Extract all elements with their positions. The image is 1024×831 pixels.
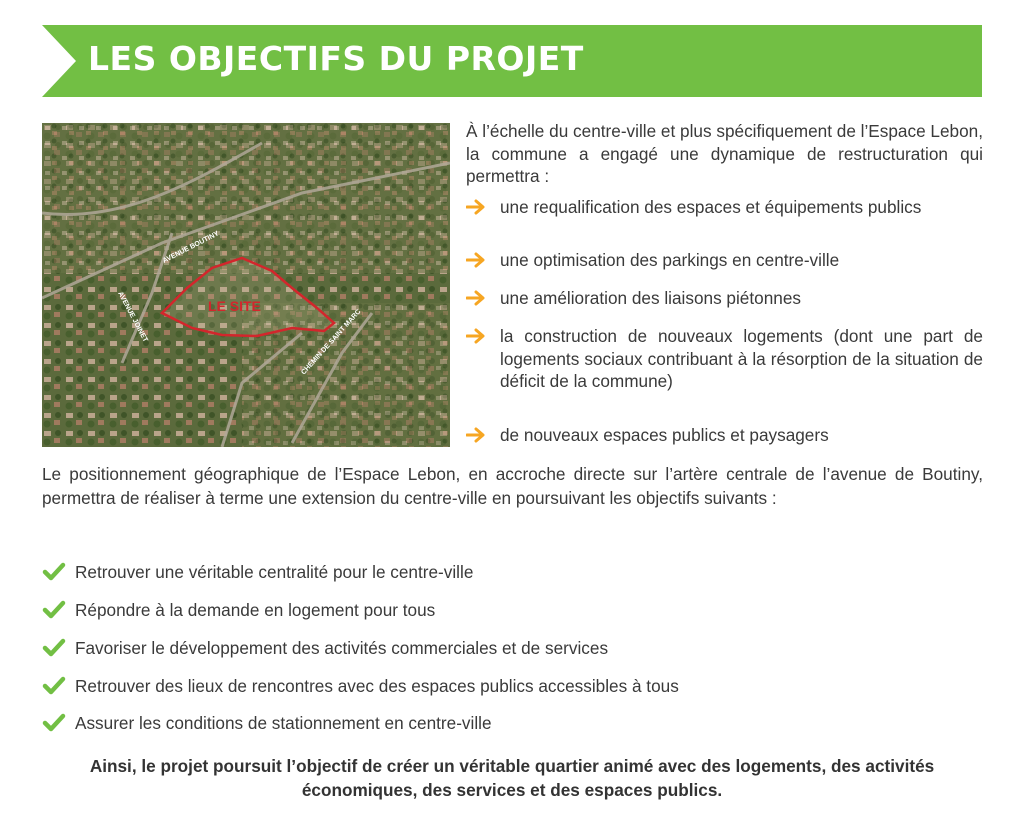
intro-text: À l’échelle du centre-ville et plus spécifiquement de l’Espace Lebon, la commune a engagé une dynamique de restructuration qui permettra : [466,121,983,186]
aerial-site-photo [42,123,450,447]
objective-item [42,636,982,662]
checkmark-icon [42,562,66,582]
road-label-avenue-joinet: AVENUE JOINET [116,290,149,344]
checkmark-icon [42,676,66,696]
list-item-text: une requalification des espaces et équipements publics [500,197,922,217]
list-item [466,287,983,310]
objective-text: Favoriser le développement des activités commerciales et de services [75,638,609,658]
arrow-right-icon [466,290,486,306]
list-item-text: de nouveaux espaces publics et paysagers [500,425,829,445]
positioning-paragraph: Le positionnement géographique de l’Espace Lebon, en accroche directe sur l’artère centrale de l’avenue de Boutiny, permettra de réaliser à terme une extension du centre-ville en poursuivant les objectifs suivants : [42,464,983,508]
list-item-text: la construction de nouveaux logements (dont une part de logements sociaux contribuant à la résorption de la situation de déficit de la commune) [500,326,983,391]
conclusion-text: Ainsi, le projet poursuit l’objectif de créer un véritable quartier animé avec des logements, des activités économiques, des services et des espaces publics. [89,756,935,800]
arrow-right-icon [466,252,486,268]
checkmark-icon [42,600,66,620]
list-item [466,196,983,219]
objective-item [42,560,982,586]
objective-text: Retrouver des lieux de rencontres avec des espaces publics accessibles à tous [75,676,679,696]
arrow-right-icon [466,328,486,344]
road-label-chemin-saint-marc: CHEMIN DE SAINT MARC [300,308,363,377]
objective-item [42,674,982,700]
objective-text: Assurer les conditions de stationnement en centre-ville [75,713,492,733]
objective-text: Répondre à la demande en logement pour tous [75,600,436,620]
list-item-text: une amélioration des liaisons piétonnes [500,288,801,308]
checkmark-icon [42,713,66,733]
list-item-text: une optimisation des parkings en centre-ville [500,250,840,270]
list-item [466,249,983,272]
checkmark-icon [42,638,66,658]
site-label: LE SITE [208,298,261,314]
road-label-avenue-boutiny: AVENUE BOUTINY [161,230,221,265]
arrow-right-icon [466,199,486,215]
arrow-right-icon [466,427,486,443]
objective-item [42,598,982,624]
objective-item [42,711,982,737]
list-item [466,424,983,447]
objective-text: Retrouver une véritable centralité pour le centre-ville [75,562,474,582]
list-item [466,325,983,393]
page-title: LES OBJECTIFS DU PROJET [88,39,584,78]
